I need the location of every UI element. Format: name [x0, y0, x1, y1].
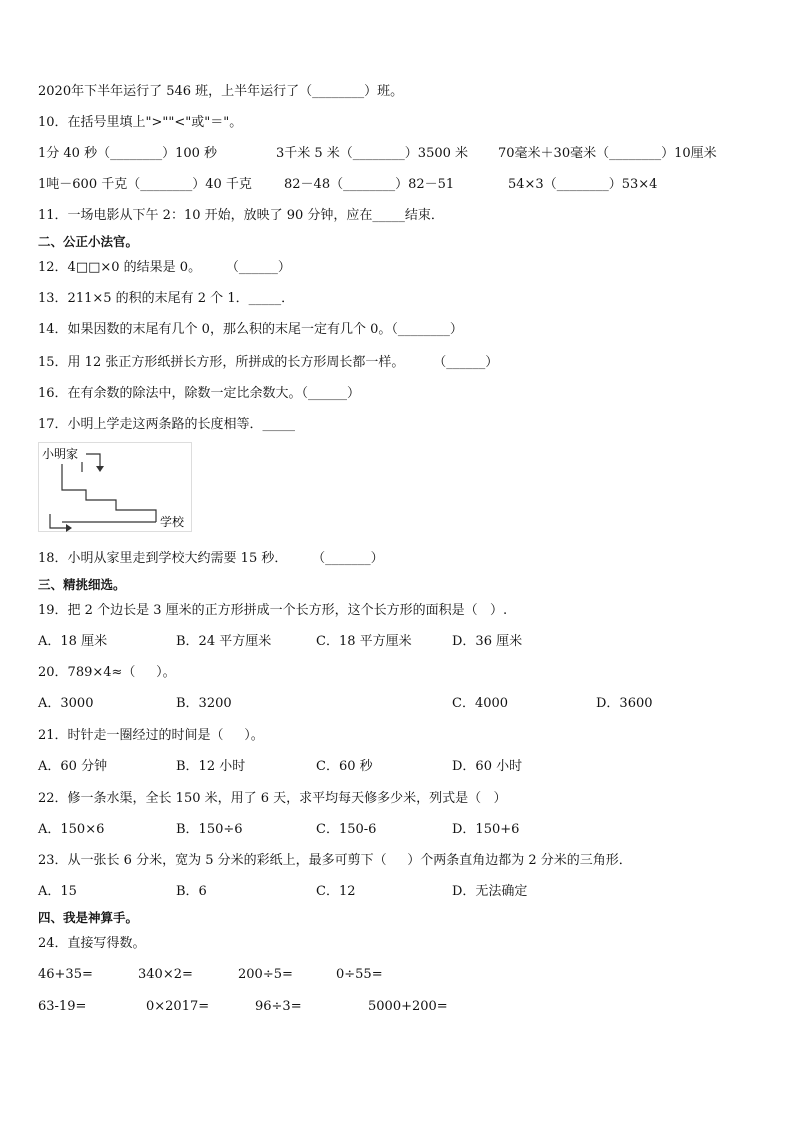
- q15: 15．用 12 张正方形纸拼长方形，所拼成的长方形周长都一样。 （______）: [38, 355, 499, 370]
- calc-item: 200÷5=: [238, 967, 293, 982]
- q20-option: C．4000: [452, 696, 509, 711]
- q22-option: D．150+6: [452, 822, 520, 837]
- q18: 18．小明从家里走到学校大约需要 15 秒． （_______）: [38, 551, 384, 566]
- section-2-title: 二、公正小法官。: [38, 234, 139, 249]
- q23: 23．从一张长 6 分米，宽为 5 分米的彩纸上，最多可剪下（ ）个两条直角边都为 2 分米的三角形．: [38, 853, 632, 868]
- q10-item: 82－48（________）82－51: [284, 177, 455, 192]
- q19-option: C．18 平方厘米: [316, 634, 412, 649]
- q11: 11．一场电影从下午 2：10 开始，放映了 90 分钟，应在_____结束．: [38, 208, 444, 223]
- q10-item: 54×3（________）53×4: [508, 177, 658, 192]
- q13: 13．211×5 的积的末尾有 2 个 1．_____．: [38, 291, 295, 306]
- q19: 19．把 2 个边长是 3 厘米的正方形拼成一个长方形，这个长方形的面积是（ ）.: [38, 603, 508, 618]
- q14: 14．如果因数的末尾有几个 0，那么积的末尾一定有几个 0。（________）: [38, 322, 463, 337]
- q10-item: 1吨－600 千克（________）40 千克: [38, 177, 252, 192]
- q23-option: D．无法确定: [452, 884, 528, 899]
- q23-option: B．6: [176, 884, 207, 899]
- q21-option: A．60 分钟: [38, 759, 108, 774]
- school-label: 学校: [160, 515, 185, 529]
- q10-prompt: 10．在括号里填上">""<"或"＝"。: [38, 115, 243, 130]
- q21-option: C．60 秒: [316, 759, 373, 774]
- calc-item: 0÷55=: [336, 967, 383, 982]
- q10-item: 3千米 5 米（________）3500 米: [276, 146, 469, 161]
- q19-option: D．36 厘米: [452, 634, 523, 649]
- section-4-title: 四、我是神算手。: [38, 910, 139, 925]
- q21-option: B．12 小时: [176, 759, 246, 774]
- q22-option: C．150-6: [316, 822, 377, 837]
- section-3-title: 三、精挑细选。: [38, 577, 126, 592]
- q22-option: B．150÷6: [176, 822, 243, 837]
- calc-item: 0×2017=: [146, 999, 210, 1014]
- q23-option: A．15: [38, 884, 77, 899]
- q23-option: C．12: [316, 884, 356, 899]
- q24: 24．直接写得数。: [38, 936, 146, 951]
- q17: 17．小明上学走这两条路的长度相等．_____: [38, 417, 296, 432]
- route-figure: [38, 442, 192, 532]
- calc-item: 5000+200=: [368, 999, 448, 1014]
- q16: 16．在有余数的除法中，除数一定比余数大。（______）: [38, 386, 361, 401]
- calc-item: 63-19=: [38, 999, 87, 1014]
- q9-continuation: 2020年下半年运行了 546 班，上半年运行了（________）班。: [38, 84, 404, 99]
- q21-option: D．60 小时: [452, 759, 523, 774]
- q19-option: B．24 平方厘米: [176, 634, 272, 649]
- q21: 21．时针走一圈经过的时间是（ ）。: [38, 728, 264, 743]
- q20-option: D．3600: [596, 696, 653, 711]
- calc-item: 46+35=: [38, 967, 93, 982]
- calc-item: 340×2=: [138, 967, 193, 982]
- q12: 12．4□□×0 的结果是 0。 （______）: [38, 260, 291, 275]
- q19-option: A．18 厘米: [38, 634, 108, 649]
- q22-option: A．150×6: [38, 822, 105, 837]
- q22: 22．修一条水渠，全长 150 米，用了 6 天，求平均每天修多少米，列式是（ ）: [38, 791, 507, 806]
- home-label: 小明家: [42, 447, 79, 461]
- q20-option: B．3200: [176, 696, 232, 711]
- calc-item: 96÷3=: [255, 999, 302, 1014]
- q10-item: 70毫米＋30毫米（________）10厘米: [498, 146, 717, 161]
- q10-item: 1分 40 秒（________）100 秒: [38, 146, 218, 161]
- q20: 20．789×4≈（ ）。: [38, 665, 176, 680]
- route-diagram: [38, 442, 192, 532]
- q20-option: A．3000: [38, 696, 94, 711]
